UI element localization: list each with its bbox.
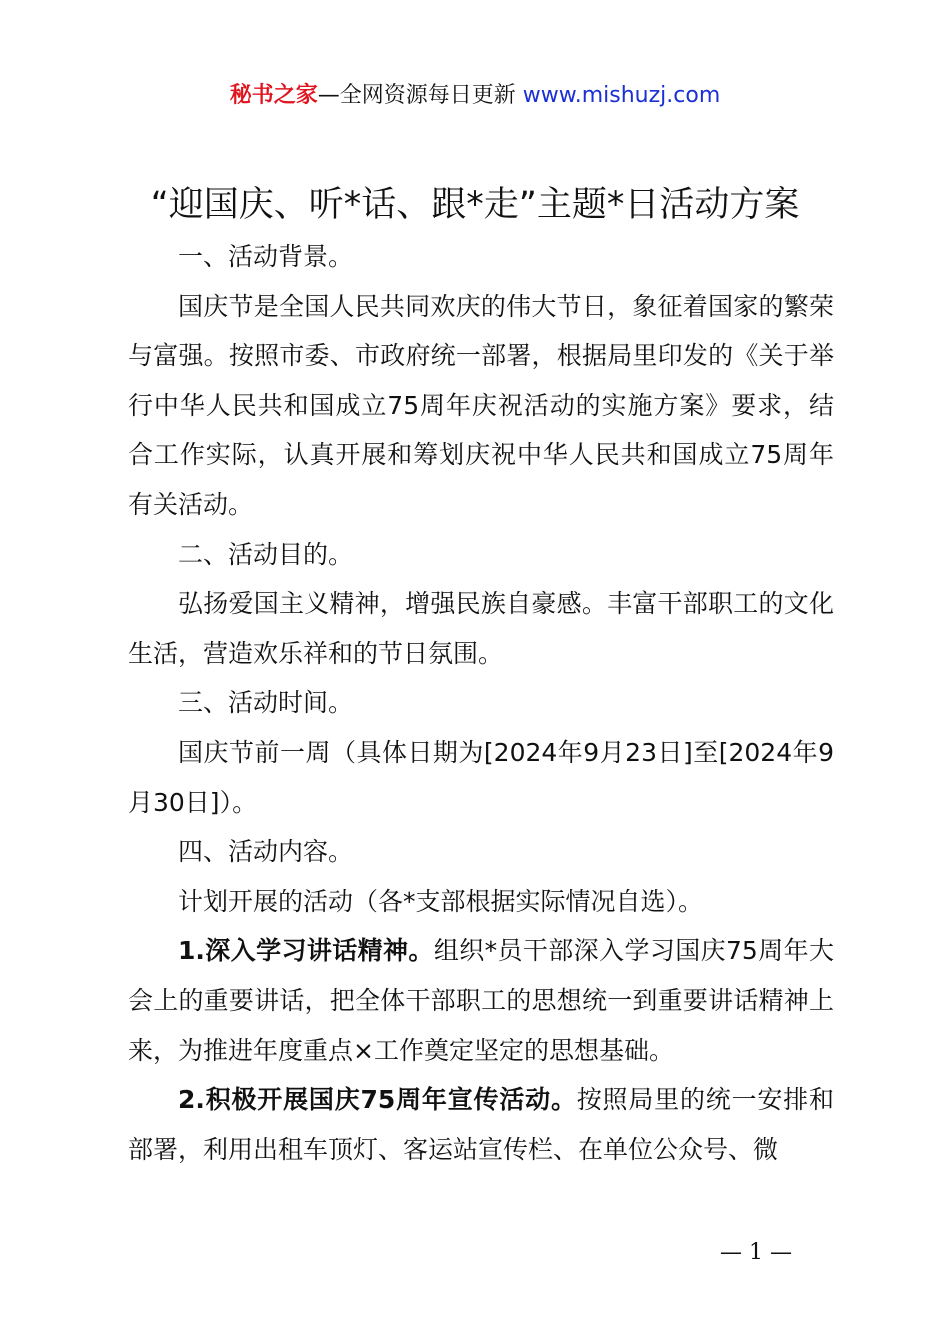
paragraph-background: 国庆节是全国人民共同欢庆的伟大节日，象征着国家的繁荣与富强。按照市委、市政府统一部署，根据局里印发的《关于举行中华人民共和国成立75周年庆祝活动的实施方案》要求，结合工作实际，认真开展和筹划庆祝中华人民共和国成立75周年有关活动。 [128, 291, 834, 519]
list-item-study-text: 组织*员干部深入学习国庆75周年大会上的重要讲话，把全体干部职工的思想统一到重要讲话精神上来，为推进年度重点×工作奠定坚定的思想基础。 [128, 936, 834, 1065]
document-title: “迎国庆、听*话、跟*走”主题*日活动方案 [150, 185, 800, 225]
section-heading-purpose: 二、活动目的。 [178, 539, 354, 569]
list-item-study-title: 1.深入学习讲话精神。 [178, 936, 434, 966]
paragraph-content-intro: 计划开展的活动（各*支部根据实际情况自选）。 [178, 886, 704, 916]
document-body [128, 232, 834, 1174]
section-heading-time: 三、活动时间。 [178, 688, 354, 718]
brand-name: 秘书之家 [229, 83, 318, 108]
page-number: — 1 — [720, 1240, 792, 1265]
paragraph-purpose: 弘扬爱国主义精神，增强民族自豪感。丰富干部职工的文化生活，营造欢乐祥和的节日氛围。 [128, 589, 834, 668]
paragraph-time: 国庆节前一周（具体日期为[2024年9月23日]至[2024年9月30日]）。 [128, 737, 834, 817]
list-item-study [128, 926, 834, 1075]
list-item-publicity-title: 2.积极开展国庆75周年宣传活动。 [178, 1085, 577, 1115]
section-heading-background: 一、活动背景。 [178, 242, 354, 271]
list-item-publicity [128, 1075, 834, 1174]
site-url-link[interactable]: www.mishuzj.com [522, 83, 721, 108]
site-header [0, 80, 950, 112]
header-tagline: —全网资源每日更新 [317, 83, 516, 108]
list-item-publicity-text: 按照局里的统一安排和部署，利用出租车顶灯、客运站宣传栏、在单位公众号、微 [128, 1085, 834, 1164]
section-heading-content: 四、活动内容。 [178, 837, 354, 867]
